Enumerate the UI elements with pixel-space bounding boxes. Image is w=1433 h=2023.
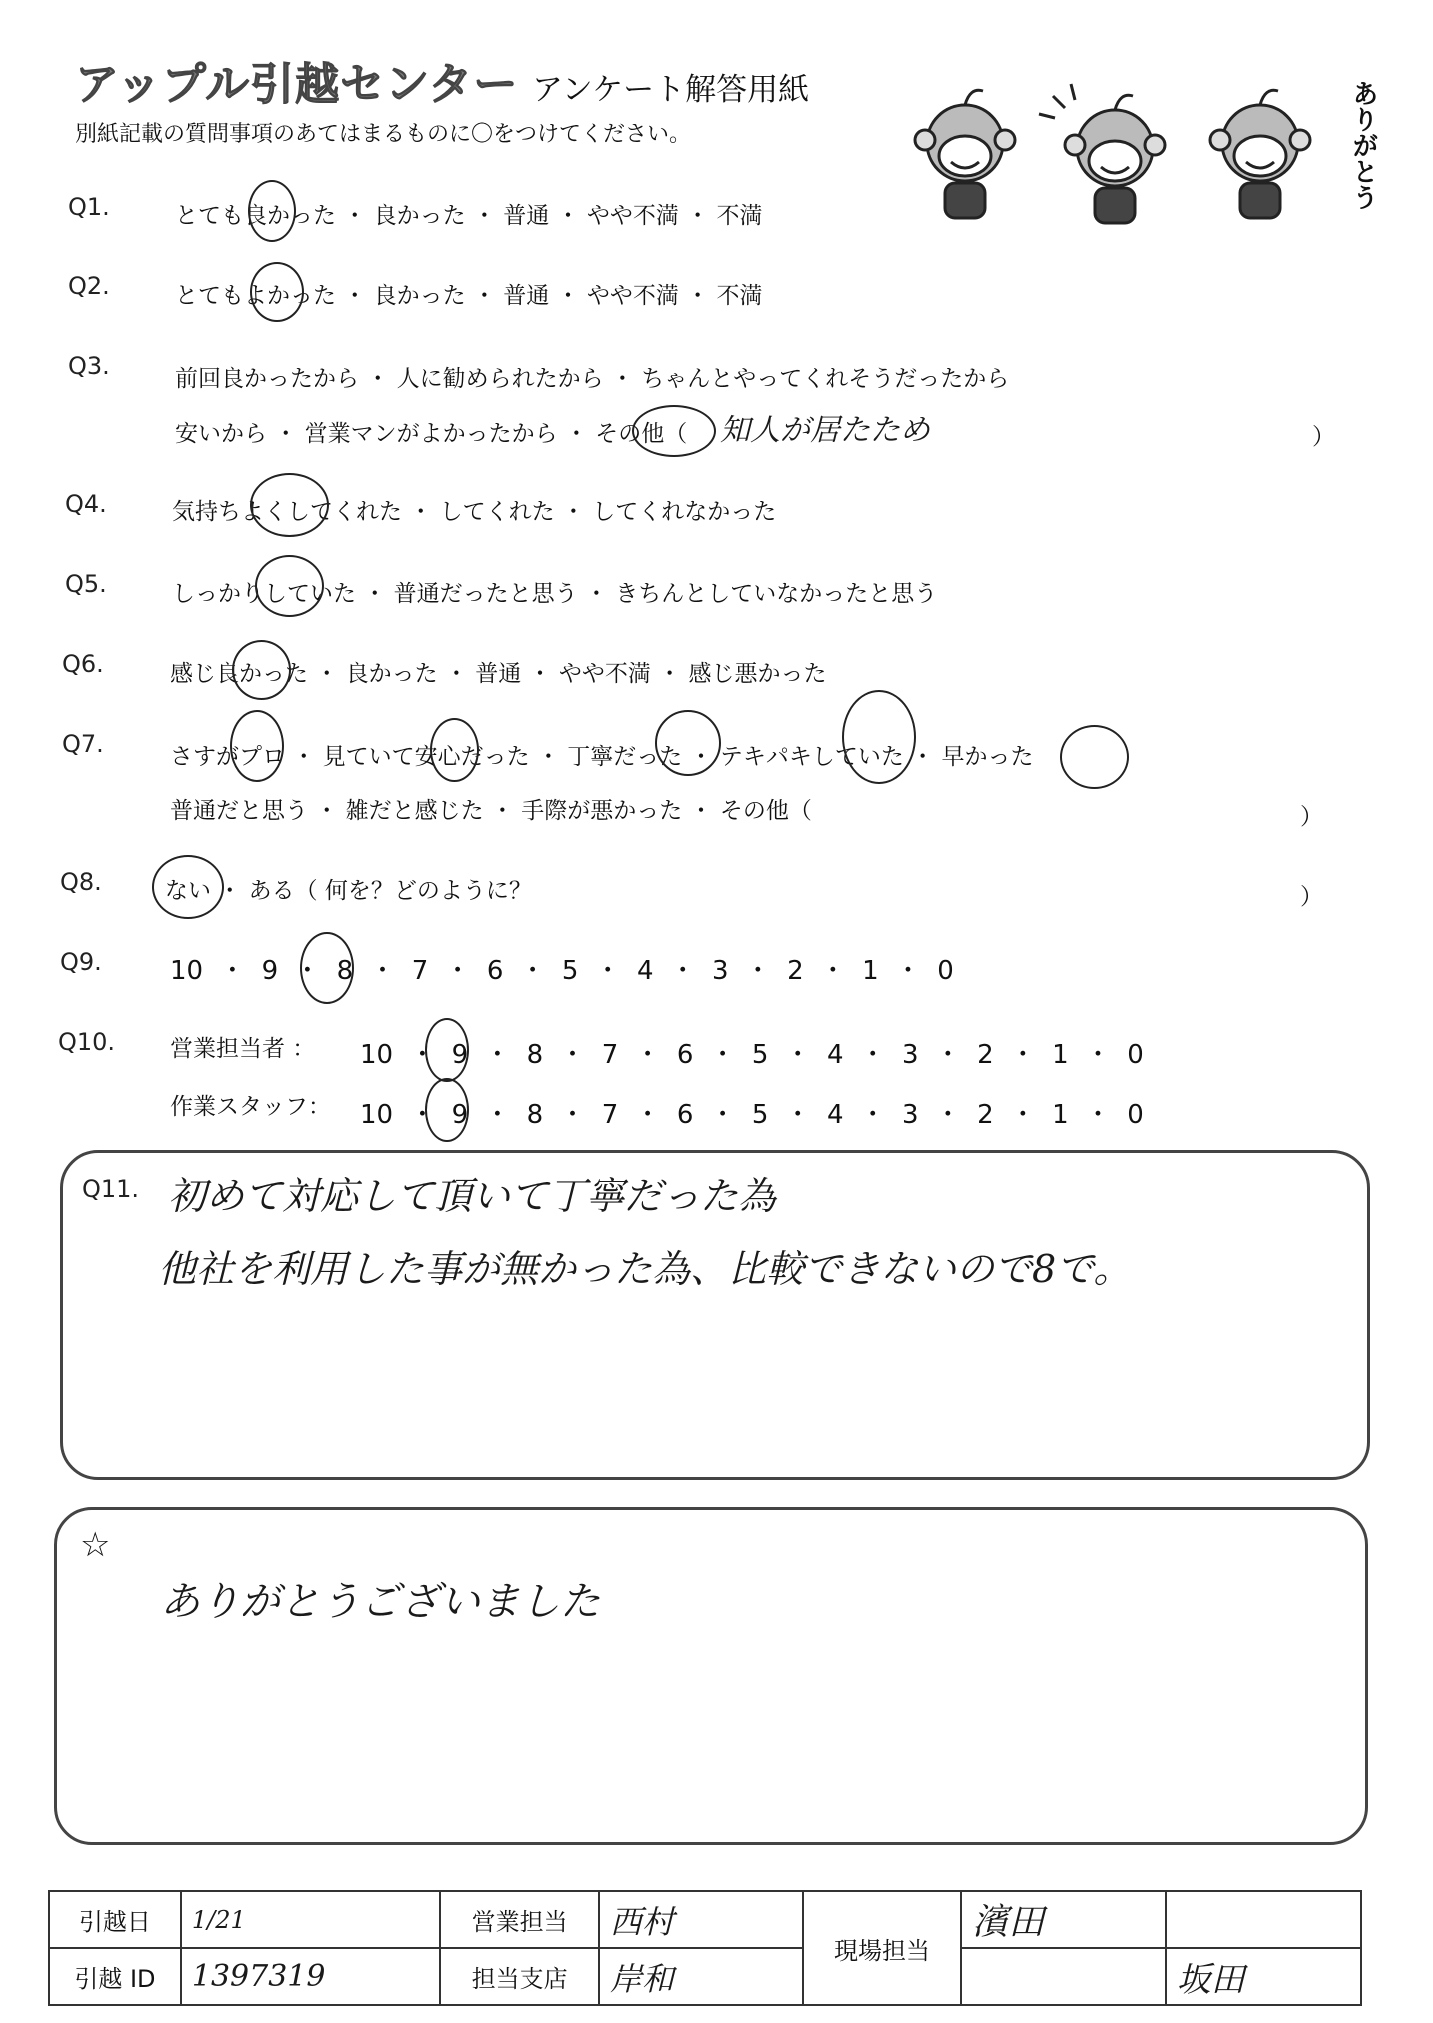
q8-close-paren: ） xyxy=(1300,884,1323,910)
star-mark: ☆ xyxy=(80,1525,111,1565)
site-rep-value-2: 坂田 xyxy=(1166,1948,1361,2005)
branch-value: 岸和 xyxy=(599,1948,803,2005)
q3-answer-circle xyxy=(632,405,716,457)
q7-answer-circle-3 xyxy=(655,710,721,776)
q5-answer-circle xyxy=(255,555,324,617)
q6-answer-circle xyxy=(232,640,291,700)
q4-options: 気持ちよくしてくれた ・ してくれた ・ してくれなかった xyxy=(172,499,777,525)
q10-staff-answer-circle xyxy=(425,1078,469,1142)
q2-answer-circle xyxy=(250,262,304,322)
instruction: 別紙記載の質問事項のあてはまるものに〇をつけてください。 xyxy=(75,122,692,147)
q5-options: しっかりしていた ・ 普通だったと思う ・ きちんとしていなかったと思う xyxy=(172,581,938,607)
q7-options-line1: さすがプロ ・ 見ていて安心だった ・ 丁寧だった ・ テキパキしていた ・ 早かった xyxy=(170,744,1034,770)
q7-answer-circle-5 xyxy=(1060,725,1129,789)
q3-number: Q3. xyxy=(68,352,110,380)
q7-number: Q7. xyxy=(62,730,104,758)
sales-rep-value: 西村 xyxy=(599,1891,803,1948)
q11-comment-line2: 他社を利用した事が無かった為、比較できないので8で。 xyxy=(158,1247,1132,1291)
q2-options: とてもよかった ・ 良かった ・ 普通 ・ やや不満 ・ 不満 xyxy=(175,283,763,309)
free-comment: ありがとうございました xyxy=(160,1579,600,1625)
site-rep-label: 現場担当 xyxy=(803,1891,961,2005)
q8-options: ない ・ ある（ 何を？どのように？ xyxy=(165,878,532,904)
q3-options-line1: 前回良かったから ・ 人に勧められたから ・ ちゃんとやってくれそうだったから xyxy=(175,366,1010,392)
q4-number: Q4. xyxy=(65,490,107,518)
q7-close-paren: ） xyxy=(1300,804,1323,830)
q3-handwritten-other: 知人が居たため xyxy=(720,413,930,448)
q4-answer-circle xyxy=(250,473,329,537)
moving-id-value: 1397319 xyxy=(181,1948,441,2005)
q11-comment-line1: 初めて対応して頂いて丁寧だった為 xyxy=(168,1174,777,1218)
q10-staff-scale: 10 ・ 9 ・ 8 ・ 7 ・ 6 ・ 5 ・ 4 ・ 3 ・ 2 ・ 1 ・ 0 xyxy=(360,1100,1144,1130)
site-rep-value-1: 濱田 xyxy=(961,1891,1165,1948)
free-comment-box xyxy=(54,1507,1368,1845)
mascot-illustration xyxy=(905,78,1345,248)
q3-close-paren: ） xyxy=(1312,424,1335,450)
moving-date-value: 1/21 xyxy=(181,1891,441,1948)
q10-number: Q10. xyxy=(58,1028,116,1056)
q8-answer-circle xyxy=(152,855,224,919)
q9-answer-circle xyxy=(300,932,354,1004)
q1-options: とても良かった ・ 良かった ・ 普通 ・ やや不満 ・ 不満 xyxy=(175,203,763,229)
q3-options-line2: 安いから ・ 営業マンがよかったから ・ その他（ xyxy=(175,421,688,447)
q11-number: Q11. xyxy=(82,1175,140,1203)
q7-answer-circle-1 xyxy=(230,710,284,782)
q9-scale: 10 ・ 9 ・ 8 ・ 7 ・ 6 ・ 5 ・ 4 ・ 3 ・ 2 ・ 1 ・ 0 xyxy=(170,956,954,986)
q1-answer-circle xyxy=(248,180,296,242)
q7-answer-circle-4 xyxy=(842,690,916,784)
branch-label: 担当支店 xyxy=(440,1948,598,2005)
q2-number: Q2. xyxy=(68,272,110,300)
q8-number: Q8. xyxy=(60,868,102,896)
q10-sales-scale: 10 ・ 9 ・ 8 ・ 7 ・ 6 ・ 5 ・ 4 ・ 3 ・ 2 ・ 1 ・ 0 xyxy=(360,1040,1144,1070)
q5-number: Q5. xyxy=(65,570,107,598)
site-rep-blank-cell-2 xyxy=(961,1948,1165,2005)
thanks-vertical: ありがとう xyxy=(1348,80,1378,210)
site-rep-blank-cell xyxy=(1166,1891,1361,1948)
q10-sales-label: 営業担当者 ： xyxy=(170,1036,316,1062)
q6-options: 感じ良かった ・ 良かった ・ 普通 ・ やや不満 ・ 感じ悪かった xyxy=(170,661,827,687)
q10-staff-label: 作業スタッフ： xyxy=(170,1094,331,1120)
footer-info-table xyxy=(48,1890,1362,2006)
q10-sales-answer-circle xyxy=(425,1018,469,1082)
moving-id-label: 引越 ID xyxy=(49,1948,181,2005)
q7-options-line2: 普通だと思う ・ 雑だと感じた ・ 手際が悪かった ・ その他（ xyxy=(170,798,812,824)
company-title: アップル引越センター xyxy=(75,59,519,110)
form-title: アンケート解答用紙 xyxy=(532,72,810,108)
q9-number: Q9. xyxy=(60,948,102,976)
q1-number: Q1. xyxy=(68,193,110,221)
q6-number: Q6. xyxy=(62,650,104,678)
q7-answer-circle-2 xyxy=(430,718,479,782)
moving-date-label: 引越日 xyxy=(49,1891,181,1948)
sales-rep-label: 営業担当 xyxy=(440,1891,598,1948)
